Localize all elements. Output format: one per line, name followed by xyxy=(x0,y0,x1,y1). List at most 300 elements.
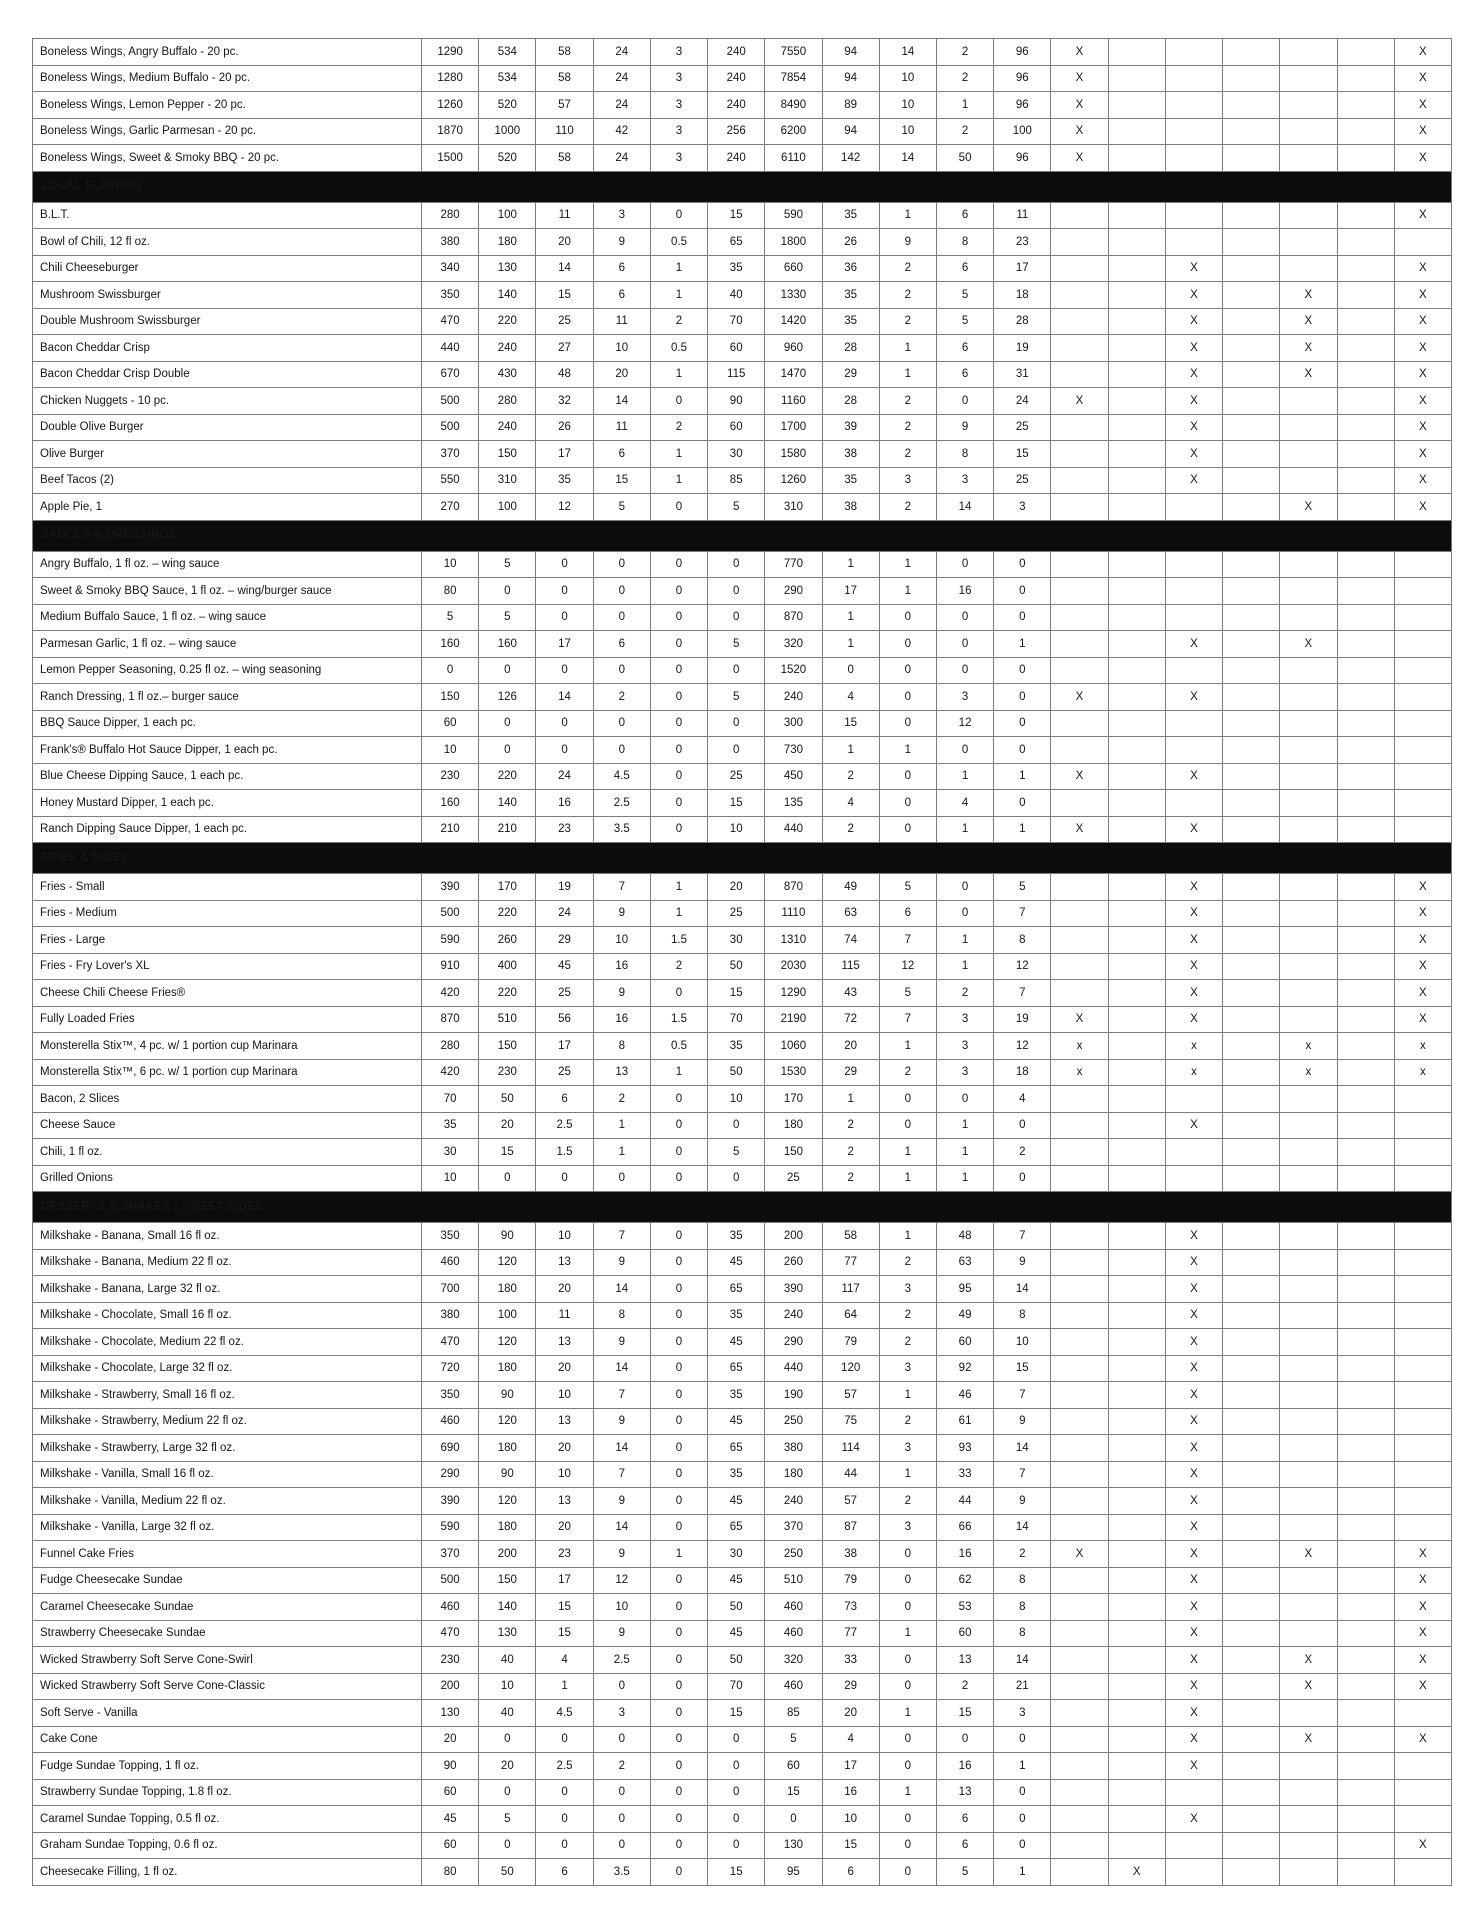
value-cell xyxy=(1108,1355,1165,1382)
allergen-or-nutrition-value-cell: x xyxy=(1394,1059,1451,1086)
allergen-or-nutrition-value-cell: 10 xyxy=(593,335,650,362)
allergen-or-nutrition-value-cell: 14 xyxy=(994,1514,1051,1541)
value-cell xyxy=(1108,551,1165,578)
item-name-cell: Caramel Cheesecake Sundae xyxy=(33,1594,422,1621)
value-cell xyxy=(1108,65,1165,92)
allergen-or-nutrition-value-cell: 1 xyxy=(994,763,1051,790)
allergen-or-nutrition-value-cell: 1060 xyxy=(765,1033,822,1060)
value-cell xyxy=(1337,255,1394,282)
allergen-or-nutrition-value-cell: 70 xyxy=(708,1006,765,1033)
value-cell xyxy=(1051,414,1108,441)
item-name-cell: Milkshake - Banana, Large 32 fl oz. xyxy=(33,1276,422,1303)
allergen-or-nutrition-value-cell: 390 xyxy=(422,874,479,901)
item-name-cell: Ranch Dressing, 1 fl oz.– burger sauce xyxy=(33,684,422,711)
value-cell xyxy=(1165,1139,1222,1166)
allergen-or-nutrition-value-cell: 160 xyxy=(422,631,479,658)
allergen-or-nutrition-value-cell: 1000 xyxy=(479,118,536,145)
item-name-cell: Medium Buffalo Sauce, 1 fl oz. – wing sauce xyxy=(33,604,422,631)
item-name-cell: Milkshake - Banana, Medium 22 fl oz. xyxy=(33,1249,422,1276)
allergen-or-nutrition-value-cell: 470 xyxy=(422,308,479,335)
allergen-or-nutrition-value-cell: 350 xyxy=(422,1223,479,1250)
allergen-or-nutrition-value-cell: 910 xyxy=(422,953,479,980)
value-cell xyxy=(1223,604,1280,631)
allergen-or-nutrition-value-cell: 30 xyxy=(708,927,765,954)
allergen-or-nutrition-value-cell: X xyxy=(1051,684,1108,711)
value-cell xyxy=(1280,1779,1337,1806)
value-cell xyxy=(1337,1514,1394,1541)
value-cell xyxy=(1108,1832,1165,1859)
allergen-or-nutrition-value-cell: 25 xyxy=(536,1059,593,1086)
allergen-or-nutrition-value-cell: 13 xyxy=(536,1249,593,1276)
allergen-or-nutrition-value-cell: 24 xyxy=(536,900,593,927)
value-cell xyxy=(1165,202,1222,229)
table-row xyxy=(33,1329,1452,1356)
allergen-or-nutrition-value-cell: 2.5 xyxy=(593,1647,650,1674)
allergen-or-nutrition-value-cell: 280 xyxy=(422,1033,479,1060)
allergen-or-nutrition-value-cell: X xyxy=(1051,92,1108,119)
allergen-or-nutrition-value-cell: 8490 xyxy=(765,92,822,119)
allergen-or-nutrition-value-cell: 534 xyxy=(479,65,536,92)
allergen-or-nutrition-value-cell: 0 xyxy=(593,657,650,684)
allergen-or-nutrition-value-cell: 460 xyxy=(422,1249,479,1276)
allergen-or-nutrition-value-cell: 10 xyxy=(536,1461,593,1488)
value-cell xyxy=(1223,1033,1280,1060)
allergen-or-nutrition-value-cell: 0 xyxy=(708,1112,765,1139)
value-cell xyxy=(1108,1726,1165,1753)
allergen-or-nutrition-value-cell: 35 xyxy=(708,1302,765,1329)
allergen-or-nutrition-value-cell: 30 xyxy=(708,441,765,468)
value-cell xyxy=(1051,282,1108,309)
item-name-cell: Cheese Chili Cheese Fries® xyxy=(33,980,422,1007)
allergen-or-nutrition-value-cell: 390 xyxy=(765,1276,822,1303)
table-row xyxy=(33,118,1452,145)
allergen-or-nutrition-value-cell: 0 xyxy=(536,551,593,578)
allergen-or-nutrition-value-cell: 220 xyxy=(479,900,536,927)
allergen-or-nutrition-value-cell: 1870 xyxy=(422,118,479,145)
value-cell xyxy=(1051,1779,1108,1806)
allergen-or-nutrition-value-cell: 0 xyxy=(936,1086,993,1113)
allergen-or-nutrition-value-cell: X xyxy=(1394,388,1451,415)
allergen-or-nutrition-value-cell: 117 xyxy=(822,1276,879,1303)
allergen-or-nutrition-value-cell: 2 xyxy=(879,414,936,441)
allergen-or-nutrition-value-cell: 35 xyxy=(708,255,765,282)
value-cell xyxy=(1108,1006,1165,1033)
value-cell xyxy=(1394,790,1451,817)
allergen-or-nutrition-value-cell: 60 xyxy=(708,414,765,441)
allergen-or-nutrition-value-cell: X xyxy=(1280,494,1337,521)
value-cell xyxy=(1337,441,1394,468)
value-cell xyxy=(1394,1329,1451,1356)
item-name-cell: Cake Cone xyxy=(33,1726,422,1753)
allergen-or-nutrition-value-cell: 65 xyxy=(708,1355,765,1382)
allergen-or-nutrition-value-cell: 0 xyxy=(650,1276,707,1303)
value-cell xyxy=(1337,202,1394,229)
allergen-or-nutrition-value-cell: 10 xyxy=(879,118,936,145)
allergen-or-nutrition-value-cell: 58 xyxy=(536,39,593,66)
allergen-or-nutrition-value-cell: X xyxy=(1394,414,1451,441)
allergen-or-nutrition-value-cell: 180 xyxy=(479,1514,536,1541)
table-row xyxy=(33,39,1452,66)
value-cell xyxy=(1223,414,1280,441)
allergen-or-nutrition-value-cell: 440 xyxy=(765,816,822,843)
allergen-or-nutrition-value-cell: 0 xyxy=(879,1112,936,1139)
value-cell xyxy=(1337,282,1394,309)
allergen-or-nutrition-value-cell: 25 xyxy=(994,467,1051,494)
allergen-or-nutrition-value-cell: 20 xyxy=(708,874,765,901)
value-cell xyxy=(1280,900,1337,927)
allergen-or-nutrition-value-cell: 240 xyxy=(708,92,765,119)
allergen-or-nutrition-value-cell: 4 xyxy=(822,684,879,711)
allergen-or-nutrition-value-cell: 3 xyxy=(650,65,707,92)
allergen-or-nutrition-value-cell: 0 xyxy=(479,1726,536,1753)
allergen-or-nutrition-value-cell: 14 xyxy=(593,1276,650,1303)
allergen-or-nutrition-value-cell: 320 xyxy=(765,631,822,658)
value-cell xyxy=(1394,1488,1451,1515)
allergen-or-nutrition-value-cell: 35 xyxy=(422,1112,479,1139)
item-name-cell: Parmesan Garlic, 1 fl oz. – wing sauce xyxy=(33,631,422,658)
allergen-or-nutrition-value-cell: 5 xyxy=(479,551,536,578)
value-cell xyxy=(1108,202,1165,229)
table-row xyxy=(33,229,1452,256)
allergen-or-nutrition-value-cell: 0 xyxy=(650,1700,707,1727)
allergen-or-nutrition-value-cell: 310 xyxy=(479,467,536,494)
allergen-or-nutrition-value-cell: 4 xyxy=(994,1086,1051,1113)
allergen-or-nutrition-value-cell: 140 xyxy=(479,1594,536,1621)
item-name-cell: Lemon Pepper Seasoning, 0.25 fl oz. – wing seasoning xyxy=(33,657,422,684)
allergen-or-nutrition-value-cell: 12 xyxy=(994,953,1051,980)
table-row xyxy=(33,684,1452,711)
value-cell xyxy=(1051,790,1108,817)
allergen-or-nutrition-value-cell: 340 xyxy=(422,255,479,282)
allergen-or-nutrition-value-cell: X xyxy=(1394,1647,1451,1674)
allergen-or-nutrition-value-cell: 40 xyxy=(479,1647,536,1674)
allergen-or-nutrition-value-cell: 5 xyxy=(879,980,936,1007)
allergen-or-nutrition-value-cell: X xyxy=(1165,900,1222,927)
allergen-or-nutrition-value-cell: 1580 xyxy=(765,441,822,468)
value-cell xyxy=(1394,1859,1451,1886)
allergen-or-nutrition-value-cell: 0 xyxy=(650,737,707,764)
value-cell xyxy=(1337,578,1394,605)
value-cell xyxy=(1108,874,1165,901)
value-cell xyxy=(1280,1223,1337,1250)
allergen-or-nutrition-value-cell: X xyxy=(1165,361,1222,388)
allergen-or-nutrition-value-cell: X xyxy=(1108,1859,1165,1886)
allergen-or-nutrition-value-cell: 44 xyxy=(822,1461,879,1488)
allergen-or-nutrition-value-cell: 0 xyxy=(879,1594,936,1621)
allergen-or-nutrition-value-cell: X xyxy=(1280,1726,1337,1753)
value-cell xyxy=(1337,308,1394,335)
value-cell xyxy=(1108,604,1165,631)
allergen-or-nutrition-value-cell: 60 xyxy=(936,1329,993,1356)
value-cell xyxy=(1337,1461,1394,1488)
value-cell xyxy=(1051,1223,1108,1250)
item-name-cell: Strawberry Sundae Topping, 1.8 fl oz. xyxy=(33,1779,422,1806)
allergen-or-nutrition-value-cell: 24 xyxy=(536,763,593,790)
allergen-or-nutrition-value-cell: 0 xyxy=(879,1806,936,1833)
allergen-or-nutrition-value-cell: X xyxy=(1165,388,1222,415)
item-name-cell: Chili, 1 fl oz. xyxy=(33,1139,422,1166)
allergen-or-nutrition-value-cell: 1290 xyxy=(765,980,822,1007)
allergen-or-nutrition-value-cell: 90 xyxy=(479,1461,536,1488)
item-name-cell: Soft Serve - Vanilla xyxy=(33,1700,422,1727)
allergen-or-nutrition-value-cell: 0 xyxy=(708,604,765,631)
value-cell xyxy=(1051,1726,1108,1753)
allergen-or-nutrition-value-cell: 57 xyxy=(822,1488,879,1515)
table-row xyxy=(33,388,1452,415)
value-cell xyxy=(1280,441,1337,468)
allergen-or-nutrition-value-cell: 89 xyxy=(822,92,879,119)
allergen-or-nutrition-value-cell: 26 xyxy=(536,414,593,441)
value-cell xyxy=(1108,578,1165,605)
allergen-or-nutrition-value-cell: 2030 xyxy=(765,953,822,980)
allergen-or-nutrition-value-cell: 690 xyxy=(422,1435,479,1462)
allergen-or-nutrition-value-cell: 3 xyxy=(936,1033,993,1060)
allergen-or-nutrition-value-cell: 1 xyxy=(650,1541,707,1568)
allergen-or-nutrition-value-cell: 64 xyxy=(822,1302,879,1329)
allergen-or-nutrition-value-cell: 94 xyxy=(822,39,879,66)
value-cell xyxy=(1108,1112,1165,1139)
allergen-or-nutrition-value-cell: 0 xyxy=(422,657,479,684)
allergen-or-nutrition-value-cell: X xyxy=(1394,1541,1451,1568)
allergen-or-nutrition-value-cell: 150 xyxy=(479,1033,536,1060)
item-name-cell: Cheese Sauce xyxy=(33,1112,422,1139)
allergen-or-nutrition-value-cell: 256 xyxy=(708,118,765,145)
value-cell xyxy=(1223,684,1280,711)
allergen-or-nutrition-value-cell: X xyxy=(1165,335,1222,362)
allergen-or-nutrition-value-cell: 510 xyxy=(479,1006,536,1033)
allergen-or-nutrition-value-cell: 63 xyxy=(822,900,879,927)
item-name-cell: Double Mushroom Swissburger xyxy=(33,308,422,335)
allergen-or-nutrition-value-cell: X xyxy=(1165,414,1222,441)
value-cell xyxy=(1051,467,1108,494)
allergen-or-nutrition-value-cell: 1.5 xyxy=(650,1006,707,1033)
value-cell xyxy=(1280,953,1337,980)
allergen-or-nutrition-value-cell: 2 xyxy=(936,118,993,145)
allergen-or-nutrition-value-cell: 16 xyxy=(936,1753,993,1780)
allergen-or-nutrition-value-cell: 2 xyxy=(822,763,879,790)
allergen-or-nutrition-value-cell: 120 xyxy=(479,1488,536,1515)
allergen-or-nutrition-value-cell: X xyxy=(1165,953,1222,980)
value-cell xyxy=(1051,551,1108,578)
value-cell xyxy=(1051,202,1108,229)
allergen-or-nutrition-value-cell: 170 xyxy=(479,874,536,901)
allergen-or-nutrition-value-cell: 90 xyxy=(479,1223,536,1250)
table-row xyxy=(33,816,1452,843)
allergen-or-nutrition-value-cell: 0 xyxy=(879,1753,936,1780)
allergen-or-nutrition-value-cell: 2 xyxy=(879,1302,936,1329)
allergen-or-nutrition-value-cell: 66 xyxy=(936,1514,993,1541)
allergen-or-nutrition-value-cell: 46 xyxy=(936,1382,993,1409)
allergen-or-nutrition-value-cell: 730 xyxy=(765,737,822,764)
item-name-cell: Milkshake - Chocolate, Large 32 fl oz. xyxy=(33,1355,422,1382)
allergen-or-nutrition-value-cell: 0 xyxy=(479,1779,536,1806)
allergen-or-nutrition-value-cell: 460 xyxy=(765,1620,822,1647)
item-name-cell: Milkshake - Strawberry, Medium 22 fl oz. xyxy=(33,1408,422,1435)
value-cell xyxy=(1280,118,1337,145)
value-cell xyxy=(1108,1700,1165,1727)
allergen-or-nutrition-value-cell: X xyxy=(1280,1673,1337,1700)
allergen-or-nutrition-value-cell: 14 xyxy=(936,494,993,521)
allergen-or-nutrition-value-cell: 0 xyxy=(994,684,1051,711)
allergen-or-nutrition-value-cell: 13 xyxy=(536,1408,593,1435)
allergen-or-nutrition-value-cell: 0 xyxy=(650,710,707,737)
allergen-or-nutrition-value-cell: 0 xyxy=(650,1594,707,1621)
allergen-or-nutrition-value-cell: 0 xyxy=(479,1165,536,1192)
table-row xyxy=(33,308,1452,335)
value-cell xyxy=(1280,1806,1337,1833)
allergen-or-nutrition-value-cell: 430 xyxy=(479,361,536,388)
table-row xyxy=(33,1165,1452,1192)
table-row xyxy=(33,1488,1452,1515)
allergen-or-nutrition-value-cell: X xyxy=(1394,441,1451,468)
allergen-or-nutrition-value-cell: X xyxy=(1051,1541,1108,1568)
allergen-or-nutrition-value-cell: 13 xyxy=(536,1329,593,1356)
allergen-or-nutrition-value-cell: 11 xyxy=(536,1302,593,1329)
allergen-or-nutrition-value-cell: 1310 xyxy=(765,927,822,954)
allergen-or-nutrition-value-cell: 180 xyxy=(765,1461,822,1488)
value-cell xyxy=(1108,1514,1165,1541)
table-row xyxy=(33,1620,1452,1647)
value-cell xyxy=(1394,1753,1451,1780)
allergen-or-nutrition-value-cell: 9 xyxy=(593,1408,650,1435)
allergen-or-nutrition-value-cell: 0 xyxy=(879,790,936,817)
allergen-or-nutrition-value-cell: 45 xyxy=(536,953,593,980)
item-name-cell: Fries - Large xyxy=(33,927,422,954)
value-cell xyxy=(1051,1567,1108,1594)
allergen-or-nutrition-value-cell: 0 xyxy=(994,737,1051,764)
allergen-or-nutrition-value-cell: 460 xyxy=(765,1673,822,1700)
allergen-or-nutrition-value-cell: 0 xyxy=(536,1165,593,1192)
value-cell xyxy=(1337,1726,1394,1753)
value-cell xyxy=(1165,1086,1222,1113)
allergen-or-nutrition-value-cell: 2 xyxy=(879,255,936,282)
value-cell xyxy=(1337,1006,1394,1033)
allergen-or-nutrition-value-cell: 35 xyxy=(822,282,879,309)
allergen-or-nutrition-value-cell: 0 xyxy=(650,578,707,605)
value-cell xyxy=(1337,874,1394,901)
allergen-or-nutrition-value-cell: X xyxy=(1280,361,1337,388)
allergen-or-nutrition-value-cell: 0 xyxy=(650,684,707,711)
item-name-cell: Sweet & Smoky BBQ Sauce, 1 fl oz. – wing/burger sauce xyxy=(33,578,422,605)
value-cell xyxy=(1051,737,1108,764)
allergen-or-nutrition-value-cell: 61 xyxy=(936,1408,993,1435)
item-name-cell: Bacon, 2 Slices xyxy=(33,1086,422,1113)
section-header-row xyxy=(33,171,1452,202)
item-name-cell: Mushroom Swissburger xyxy=(33,282,422,309)
allergen-or-nutrition-value-cell: 1 xyxy=(879,551,936,578)
allergen-or-nutrition-value-cell: 2 xyxy=(822,1112,879,1139)
item-name-cell: Milkshake - Strawberry, Large 32 fl oz. xyxy=(33,1435,422,1462)
allergen-or-nutrition-value-cell: 115 xyxy=(708,361,765,388)
value-cell xyxy=(1223,1567,1280,1594)
allergen-or-nutrition-value-cell: 450 xyxy=(765,763,822,790)
value-cell xyxy=(1108,1541,1165,1568)
allergen-or-nutrition-value-cell: 770 xyxy=(765,551,822,578)
allergen-or-nutrition-value-cell: X xyxy=(1165,980,1222,1007)
value-cell xyxy=(1223,710,1280,737)
allergen-or-nutrition-value-cell: 57 xyxy=(822,1382,879,1409)
value-cell xyxy=(1108,1165,1165,1192)
table-row xyxy=(33,414,1452,441)
allergen-or-nutrition-value-cell: 3 xyxy=(650,118,707,145)
allergen-or-nutrition-value-cell: X xyxy=(1165,1435,1222,1462)
allergen-or-nutrition-value-cell: X xyxy=(1165,1594,1222,1621)
allergen-or-nutrition-value-cell: 2 xyxy=(879,1249,936,1276)
allergen-or-nutrition-value-cell: 0 xyxy=(650,1223,707,1250)
item-name-cell: Milkshake - Chocolate, Small 16 fl oz. xyxy=(33,1302,422,1329)
value-cell xyxy=(1051,1435,1108,1462)
allergen-or-nutrition-value-cell: 60 xyxy=(765,1753,822,1780)
value-cell xyxy=(1223,980,1280,1007)
allergen-or-nutrition-value-cell: 10 xyxy=(422,551,479,578)
allergen-or-nutrition-value-cell: 2 xyxy=(879,1059,936,1086)
value-cell xyxy=(1394,737,1451,764)
value-cell xyxy=(1337,1112,1394,1139)
allergen-or-nutrition-value-cell: 0 xyxy=(593,1673,650,1700)
value-cell xyxy=(1280,1461,1337,1488)
allergen-or-nutrition-value-cell: 270 xyxy=(422,494,479,521)
allergen-or-nutrition-value-cell: X xyxy=(1165,1753,1222,1780)
allergen-or-nutrition-value-cell: 43 xyxy=(822,980,879,1007)
value-cell xyxy=(1165,65,1222,92)
table-row xyxy=(33,551,1452,578)
allergen-or-nutrition-value-cell: 4 xyxy=(936,790,993,817)
allergen-or-nutrition-value-cell: 290 xyxy=(765,578,822,605)
allergen-or-nutrition-value-cell: 5 xyxy=(936,1859,993,1886)
allergen-or-nutrition-value-cell: 2 xyxy=(879,494,936,521)
allergen-or-nutrition-value-cell: 32 xyxy=(536,388,593,415)
item-name-cell: Grilled Onions xyxy=(33,1165,422,1192)
value-cell xyxy=(1165,1165,1222,1192)
value-cell xyxy=(1280,1165,1337,1192)
allergen-or-nutrition-value-cell: 25 xyxy=(708,763,765,790)
allergen-or-nutrition-value-cell: 500 xyxy=(422,414,479,441)
allergen-or-nutrition-value-cell: 25 xyxy=(765,1165,822,1192)
allergen-or-nutrition-value-cell: 93 xyxy=(936,1435,993,1462)
allergen-or-nutrition-value-cell: 70 xyxy=(708,308,765,335)
value-cell xyxy=(1223,39,1280,66)
item-name-cell: Apple Pie, 1 xyxy=(33,494,422,521)
allergen-or-nutrition-value-cell: 15 xyxy=(536,282,593,309)
allergen-or-nutrition-value-cell: 7854 xyxy=(765,65,822,92)
value-cell xyxy=(1223,1832,1280,1859)
allergen-or-nutrition-value-cell: 1 xyxy=(994,1753,1051,1780)
allergen-or-nutrition-value-cell: 400 xyxy=(479,953,536,980)
allergen-or-nutrition-value-cell: 1 xyxy=(936,1112,993,1139)
allergen-or-nutrition-value-cell: 220 xyxy=(479,980,536,1007)
value-cell xyxy=(1223,202,1280,229)
allergen-or-nutrition-value-cell: 17 xyxy=(536,1033,593,1060)
allergen-or-nutrition-value-cell: 1800 xyxy=(765,229,822,256)
value-cell xyxy=(1051,335,1108,362)
allergen-or-nutrition-value-cell: 48 xyxy=(536,361,593,388)
allergen-or-nutrition-value-cell: 142 xyxy=(822,145,879,172)
allergen-or-nutrition-value-cell: 1260 xyxy=(422,92,479,119)
value-cell xyxy=(1051,927,1108,954)
item-name-cell: Blue Cheese Dipping Sauce, 1 each pc. xyxy=(33,763,422,790)
allergen-or-nutrition-value-cell: 10 xyxy=(593,927,650,954)
allergen-or-nutrition-value-cell: 520 xyxy=(479,92,536,119)
allergen-or-nutrition-value-cell: X xyxy=(1394,202,1451,229)
allergen-or-nutrition-value-cell: 29 xyxy=(822,1059,879,1086)
allergen-or-nutrition-value-cell: 2 xyxy=(593,1086,650,1113)
allergen-or-nutrition-value-cell: X xyxy=(1394,255,1451,282)
allergen-or-nutrition-value-cell: 11 xyxy=(593,308,650,335)
allergen-or-nutrition-value-cell: 35 xyxy=(822,467,879,494)
allergen-or-nutrition-value-cell: 1 xyxy=(650,1059,707,1086)
allergen-or-nutrition-value-cell: 2 xyxy=(994,1139,1051,1166)
allergen-or-nutrition-value-cell: 4.5 xyxy=(593,763,650,790)
